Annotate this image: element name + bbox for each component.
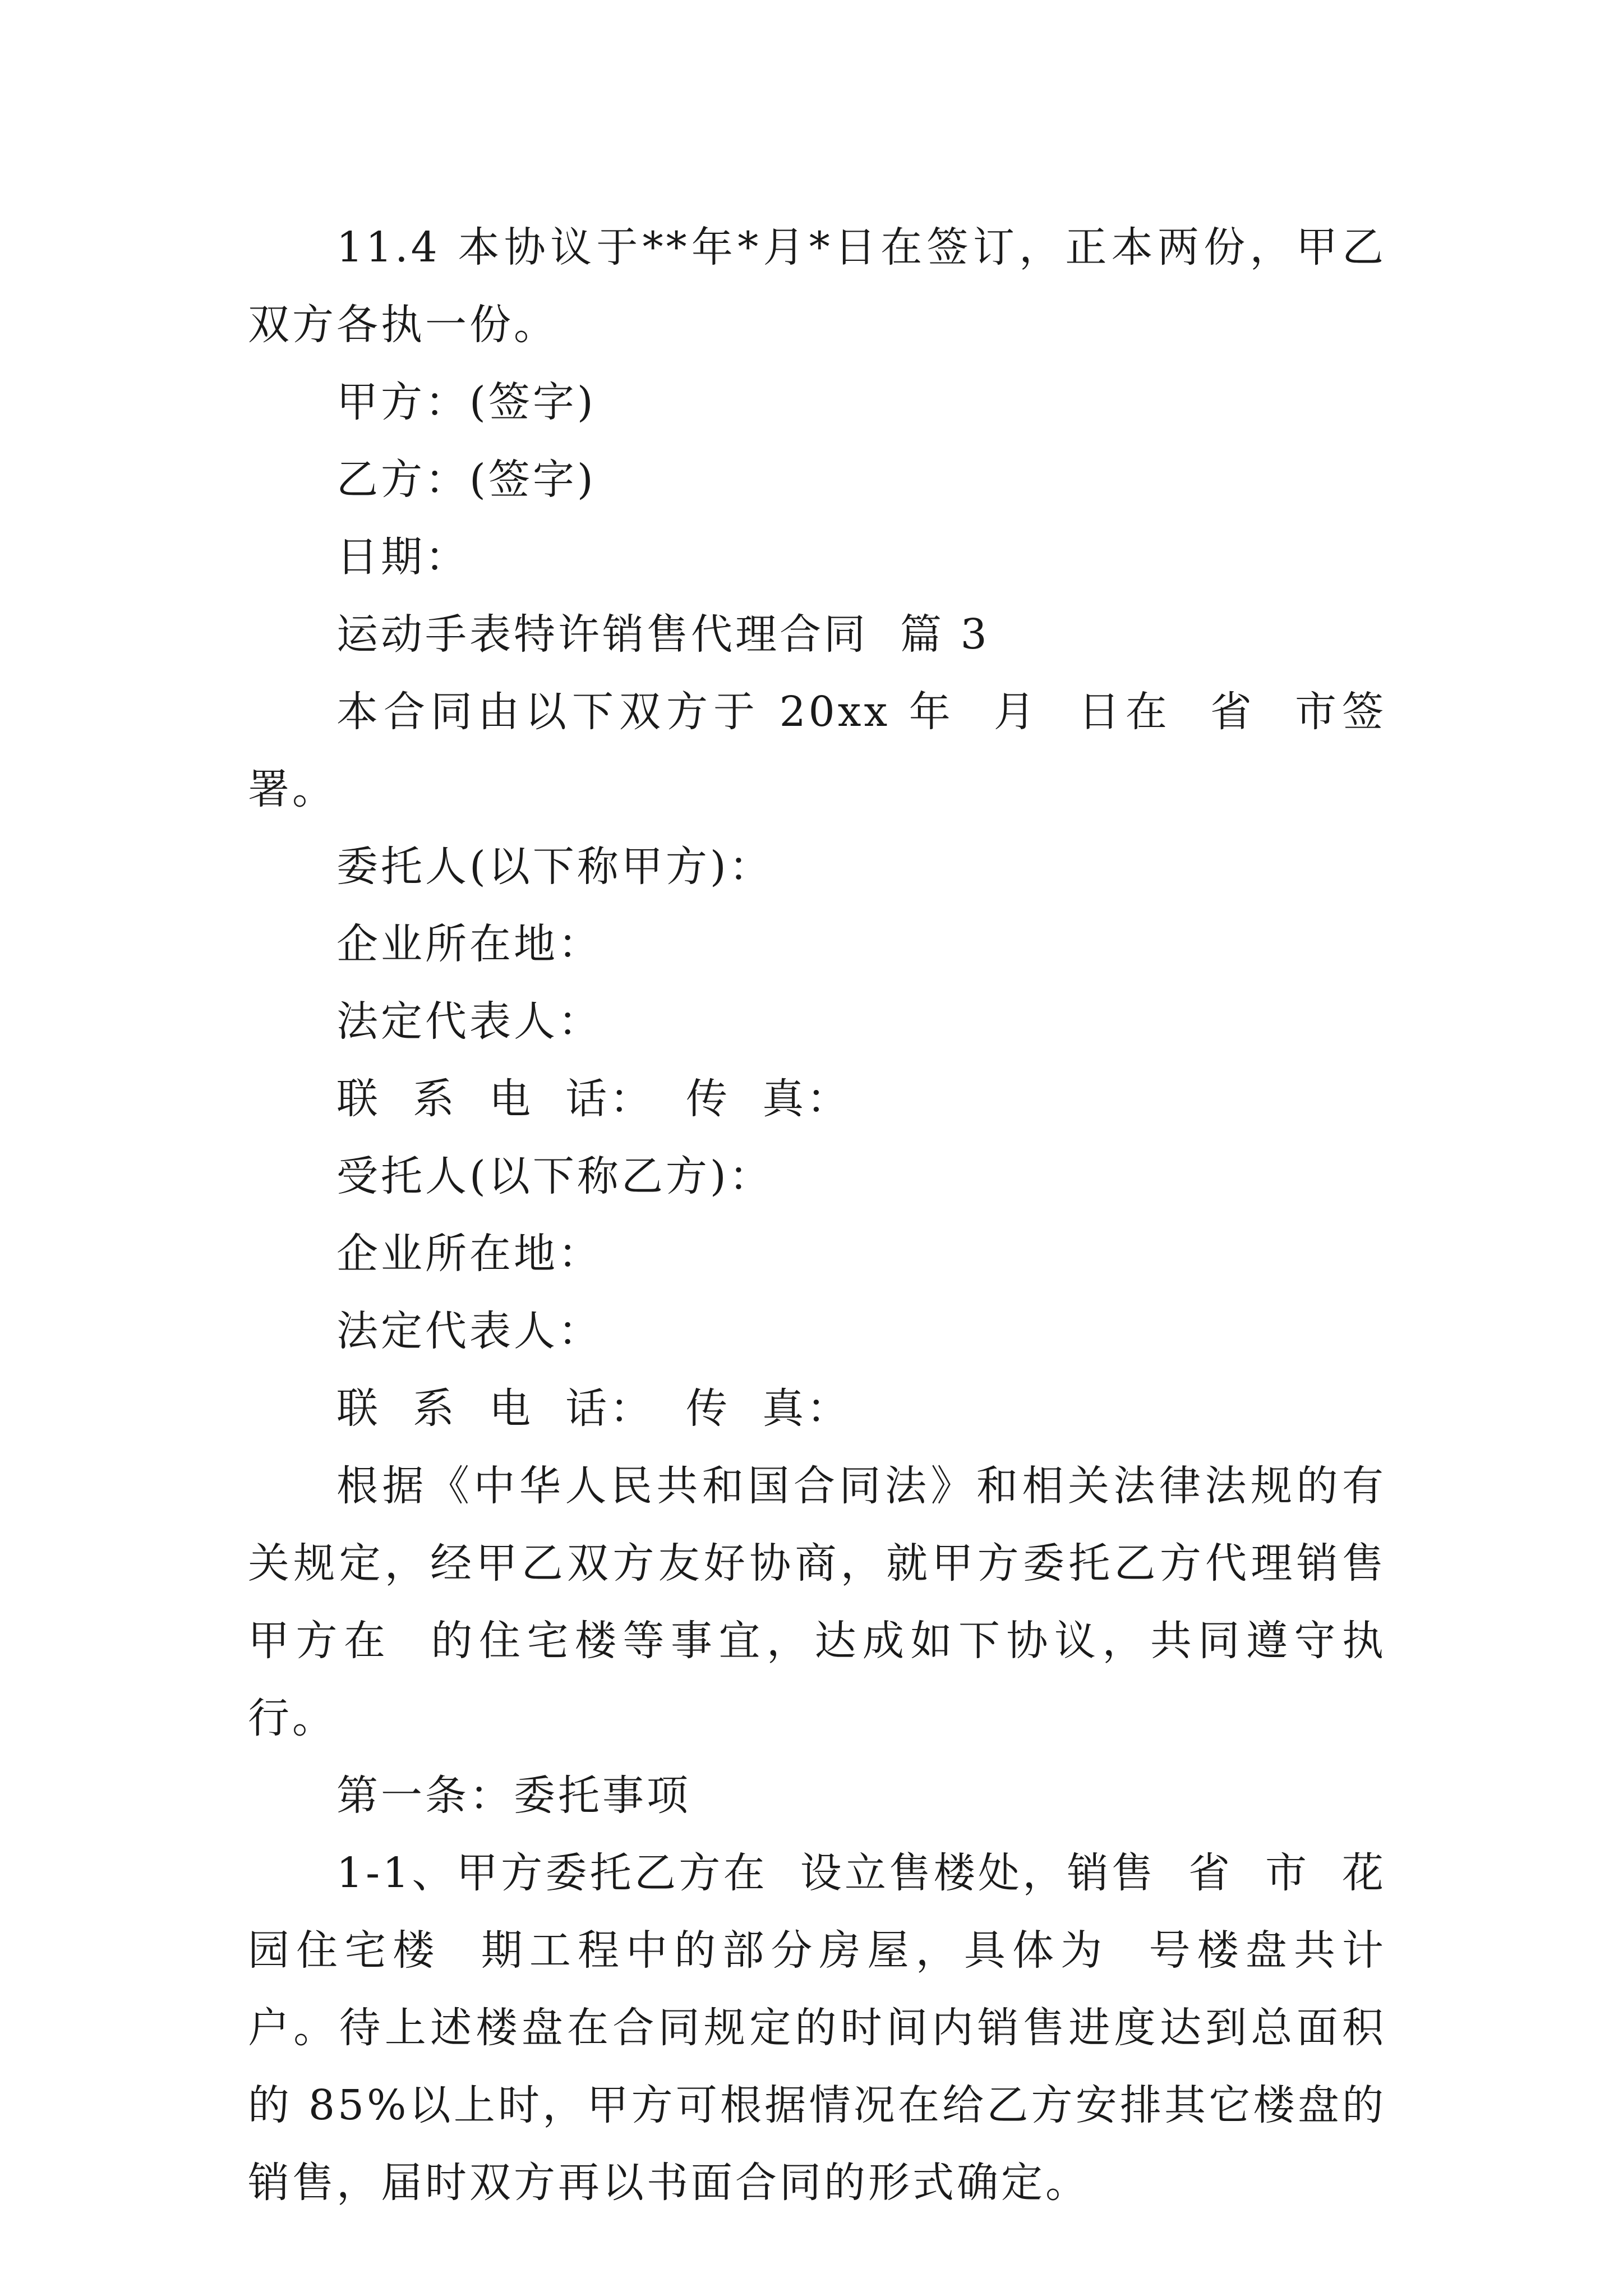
section-title: 运动手表特许销售代理合同 篇 3 (336, 610, 990, 659)
article-one-heading: 第一条：委托事项 (336, 1772, 691, 1820)
principal-contact-line: 联 系 电 话： 传 真： (336, 1075, 851, 1123)
principal-heading: 委托人(以下称甲方)： (336, 843, 773, 891)
agent-heading: 受托人(以下称乙方)： (336, 1152, 773, 1200)
agent-contact-line: 联 系 电 话： 传 真： (336, 1384, 851, 1433)
clause-1-1-paragraph: 1-1、甲方委托乙方在 设立售楼处，销售 省 市 花园住宅楼 期工程中的部分房屋，具体为 号楼盘共计 户。待上述楼盘在合同规定的时间内销售进度达到总面积的 85%以上时，甲方可根据情况在给乙方安排其它楼盘的销售，届时双方再以书面合同的形式确定。 (248, 1849, 1419, 2207)
clause-11-4-paragraph: 11.4 本协议于**年*月*日在签订，正本两份，甲乙双方各执一份。 (248, 223, 1386, 349)
principal-representative-line: 法定代表人： (336, 997, 602, 1046)
principal-address-line: 企业所在地： (336, 920, 602, 968)
legal-basis-paragraph: 根据《中华人民共和国合同法》和相关法律法规的有关规定，经甲乙双方友好协商，就甲方委托乙方代理销售甲方在 的住宅楼等事宜，达成如下协议，共同遵守执行。 (248, 1462, 1386, 1742)
contract-intro-line: 本合同由以下双方于 20xx 年 月 日在 省 市签署。 (248, 688, 1386, 813)
date-line: 日期： (336, 533, 469, 581)
party-a-signature-line: 甲方：(签字) (336, 378, 596, 426)
party-b-signature-line: 乙方：(签字) (336, 455, 596, 504)
agent-address-line: 企业所在地： (336, 1230, 602, 1278)
agent-representative-line: 法定代表人： (336, 1307, 602, 1355)
document-body (248, 209, 1419, 2221)
